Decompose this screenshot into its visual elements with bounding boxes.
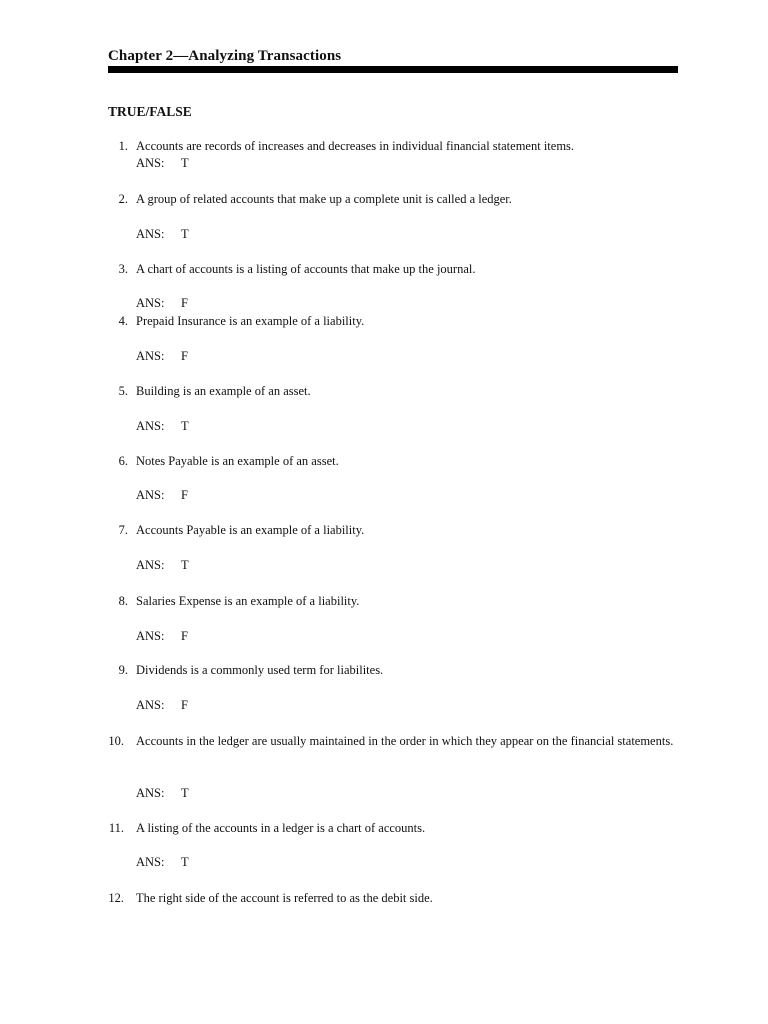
answer-label: ANS: xyxy=(136,629,165,643)
answer-value: F xyxy=(181,629,188,643)
question-number: 11. xyxy=(108,821,124,835)
question-number: 10. xyxy=(108,734,124,748)
answer-line xyxy=(136,628,188,645)
question-text: The right side of the account is referred to as the debit side. xyxy=(136,891,433,905)
answer-line xyxy=(136,697,188,714)
answer-value: F xyxy=(181,488,188,502)
question-number: 5. xyxy=(118,384,128,398)
answer-label: ANS: xyxy=(136,156,165,170)
question-text: Accounts are records of increases and decreases in individual financial statement items. xyxy=(136,139,575,153)
question-text: Salaries Expense is an example of a liability. xyxy=(136,594,360,608)
answer-label: ANS: xyxy=(136,698,165,712)
question-text: Prepaid Insurance is an example of a liability. xyxy=(136,314,365,328)
question-text: Accounts in the ledger are usually maintained in the order in which they appear on the financial statements. xyxy=(136,734,674,748)
question-number: 3. xyxy=(118,262,128,276)
answer-label: ANS: xyxy=(136,558,165,572)
answer-label: ANS: xyxy=(136,786,165,800)
question-text: A chart of accounts is a listing of accounts that make up the journal. xyxy=(136,262,476,276)
answer-label: ANS: xyxy=(136,855,165,869)
answer-value: T xyxy=(181,156,189,170)
answer-value: T xyxy=(181,558,189,572)
answer-label: ANS: xyxy=(136,488,165,502)
answer-line xyxy=(136,487,188,504)
chapter-title: Chapter 2—Analyzing Transactions xyxy=(108,48,342,64)
answer-value: T xyxy=(181,786,189,800)
answer-line xyxy=(136,854,189,871)
answer-line xyxy=(136,226,189,243)
question-text: Notes Payable is an example of an asset. xyxy=(136,454,339,468)
answer-label: ANS: xyxy=(136,349,165,363)
question-number: 4. xyxy=(118,314,128,328)
answer-value: F xyxy=(181,349,188,363)
question-text: A group of related accounts that make up a complete unit is called a ledger. xyxy=(136,192,512,206)
title-rule xyxy=(108,66,678,73)
answer-line xyxy=(136,557,189,574)
question-number: 7. xyxy=(118,523,128,537)
question-text: Building is an example of an asset. xyxy=(136,384,311,398)
answer-value: T xyxy=(181,855,189,869)
answer-line xyxy=(136,348,188,365)
answer-value: T xyxy=(181,419,189,433)
question-number: 2. xyxy=(118,192,128,206)
question-number: 9. xyxy=(118,663,128,677)
answer-line xyxy=(136,155,189,172)
answer-line xyxy=(136,295,188,312)
question-text: A listing of the accounts in a ledger is a chart of accounts. xyxy=(136,821,426,835)
answer-label: ANS: xyxy=(136,296,165,310)
question-number: 8. xyxy=(118,594,128,608)
question-text: Accounts Payable is an example of a liability. xyxy=(136,523,365,537)
question-text: Dividends is a commonly used term for liabilites. xyxy=(136,663,384,677)
answer-line xyxy=(136,418,189,435)
answer-value: T xyxy=(181,227,189,241)
section-heading: TRUE/FALSE xyxy=(108,104,192,119)
question-number: 1. xyxy=(118,139,128,153)
answer-line xyxy=(136,785,189,802)
question-number: 12. xyxy=(108,891,124,905)
answer-label: ANS: xyxy=(136,419,165,433)
answer-value: F xyxy=(181,698,188,712)
answer-label: ANS: xyxy=(136,227,165,241)
answer-value: F xyxy=(181,296,188,310)
question-number: 6. xyxy=(118,454,128,468)
